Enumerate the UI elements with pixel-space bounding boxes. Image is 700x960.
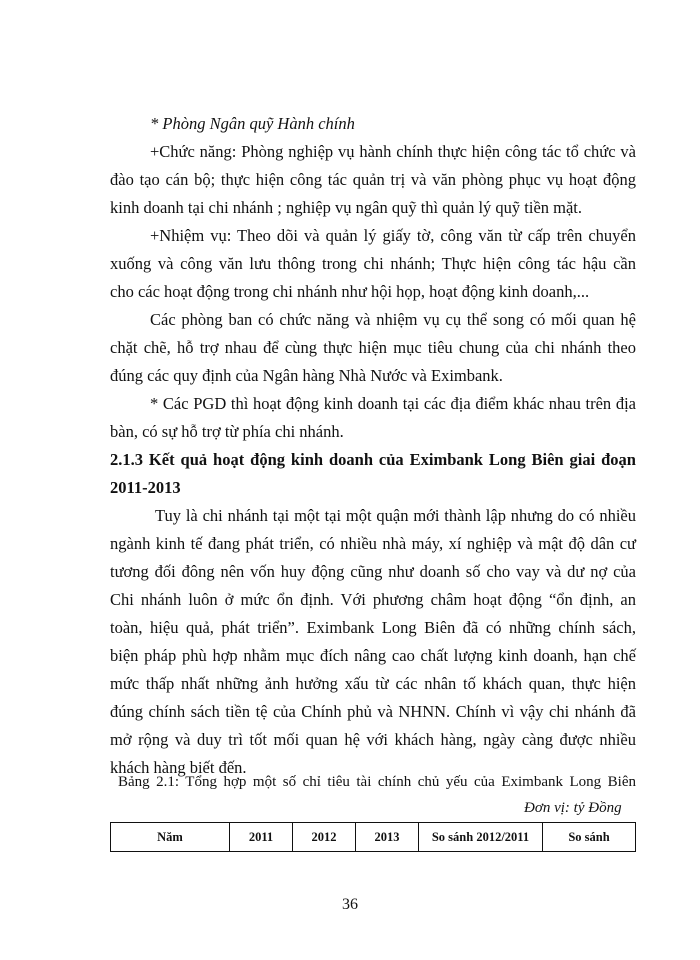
results-paragraph-line: mở rộng và duy trì tốt mối quan hệ với khách hàng, ngày càng được nhiều [110, 730, 636, 749]
departments-paragraph-line: đúng các quy định của Ngân hàng Nhà Nước và Eximbank. [110, 366, 503, 385]
header-cell-2011: 2011 [230, 823, 293, 852]
results-paragraph-line: tương đối đông nên vốn huy động cũng như doanh số cho vay và dư nợ của [110, 562, 636, 581]
table-header-row [111, 823, 636, 852]
section-heading: 2011-2013 [110, 478, 181, 497]
results-paragraph-line: biện pháp phù hợp nhằm mục đích nâng cao chất lượng kinh doanh, hạn chế [110, 646, 636, 665]
duty-paragraph-line: +Nhiệm vụ: Theo dõi và quản lý giấy tờ, công văn từ cấp trên chuyển [150, 226, 636, 245]
results-paragraph-line: ngành kinh tế đang phát triển, có nhiều nhà máy, xí nghiệp và mật độ dân cư [110, 534, 636, 553]
header-cell-2013: 2013 [356, 823, 419, 852]
section-title: * Phòng Ngân quỹ Hành chính [150, 114, 355, 133]
departments-paragraph-line: chặt chẽ, hỗ trợ nhau để cùng thực hiện mục tiêu chung của chi nhánh theo [110, 338, 636, 357]
results-paragraph-line: mức thấp nhất những ảnh hưởng xấu từ các nhân tố khách quan, thực hiện [110, 674, 636, 693]
pgd-paragraph-line: * Các PGD thì hoạt động kinh doanh tại các địa điểm khác nhau trên địa [150, 394, 636, 413]
results-paragraph-line: đúng chính sách tiền tệ của Chính phủ và NHNN. Chính vì vậy chi nhánh đã [110, 702, 636, 721]
unit-note: Đơn vị: tỷ Đồng [524, 800, 622, 816]
section-heading: 2.1.3 Kết quả hoạt động kinh doanh của Eximbank Long Biên giai đoạn [110, 450, 636, 469]
results-paragraph-line: Chi nhánh luôn ở mức ổn định. Với phương châm hoạt động “ổn định, an [110, 590, 636, 609]
function-paragraph-line: kinh doanh tại chi nhánh ; nghiệp vụ ngân quỹ thì quản lý quỹ tiền mặt. [110, 198, 583, 217]
header-cell-compare: So sánh [543, 823, 636, 852]
results-paragraph-line: khách hàng biết đến. [110, 758, 247, 777]
header-cell-2012: 2012 [293, 823, 356, 852]
financial-indicators-table [110, 822, 636, 852]
header-cell-compare-2012-2011: So sánh 2012/2011 [419, 823, 543, 852]
results-paragraph-line: Tuy là chi nhánh tại một tại một quận mới thành lập nhưng do có nhiều [155, 506, 636, 525]
page-number: 36 [342, 896, 358, 913]
pgd-paragraph-line: bàn, có sự hỗ trợ từ phía chi nhánh. [110, 422, 344, 441]
table-caption: Bảng 2.1: Tổng hợp một số chỉ tiêu tài chính chủ yếu của Eximbank Long Biên [118, 774, 636, 790]
function-paragraph-line: đào tạo cán bộ; thực hiện công tác quản trị và văn phòng phục vụ hoạt động [110, 170, 636, 189]
duty-paragraph-line: xuống và công văn lưu thông trong chi nhánh; Thực hiện công tác hậu cần [110, 254, 636, 273]
duty-paragraph-line: cho các hoạt động trong chi nhánh như hội họp, hoạt động kinh doanh,... [110, 282, 590, 301]
function-paragraph-line: +Chức năng: Phòng nghiệp vụ hành chính thực hiện công tác tổ chức và [150, 142, 636, 161]
departments-paragraph-line: Các phòng ban có chức năng và nhiệm vụ cụ thể song có mối quan hệ [150, 310, 636, 329]
header-cell-year: Năm [111, 823, 230, 852]
results-paragraph-line: toàn, hiệu quả, phát triển”. Eximbank Long Biên đã có những chính sách, [110, 618, 636, 637]
